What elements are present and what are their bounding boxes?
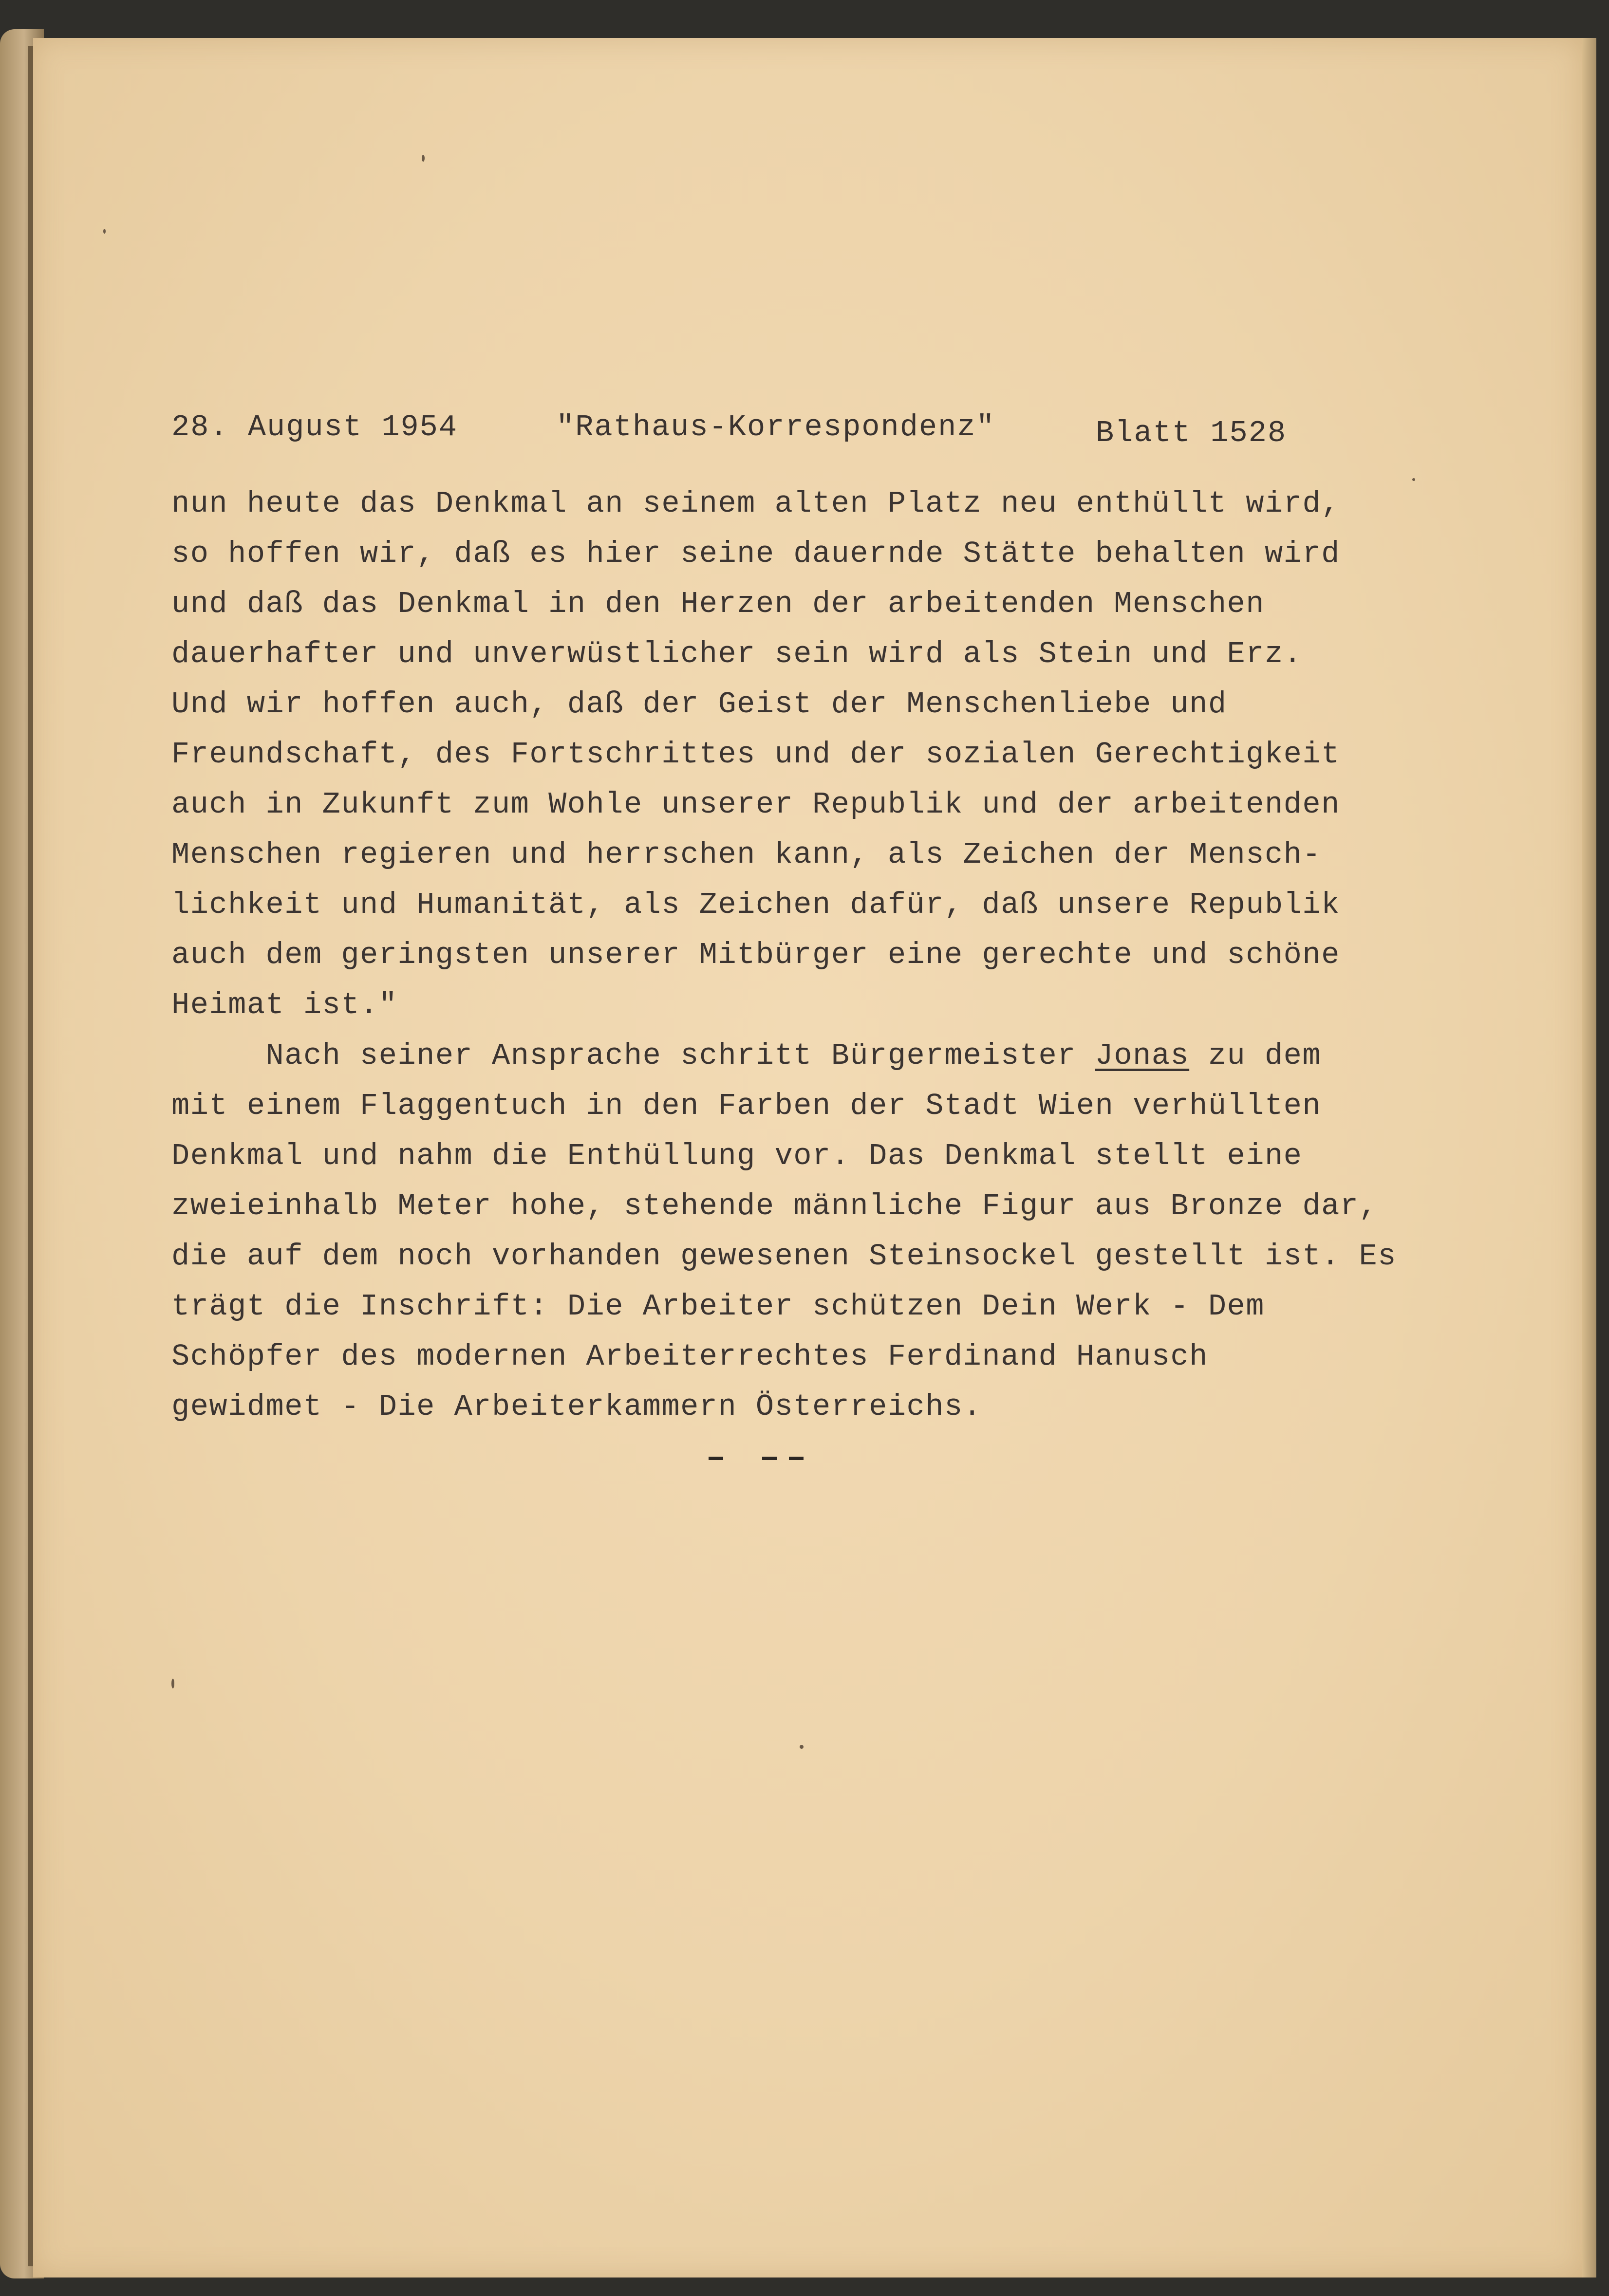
text-segment: Nach seiner Ansprache schritt Bürgermeister — [171, 1038, 1095, 1073]
text-line: mit einem Flaggentuch in den Farben der Stadt Wien verhüllten — [171, 1089, 1322, 1123]
text-line: Denkmal und nahm die Enthüllung vor. Das Denkmal stellt eine — [171, 1139, 1303, 1173]
paper-speck — [171, 1679, 174, 1688]
text-segment: zu dem — [1189, 1038, 1322, 1073]
text-line: Menschen regieren und herrschen kann, als Zeichen der Mensch- — [171, 837, 1322, 872]
end-dash — [709, 1457, 723, 1460]
text-line: Freundschaft, des Fortschrittes und der sozialen Gerechtigkeit — [171, 737, 1340, 772]
end-dash — [789, 1457, 804, 1460]
page-right-edge — [1582, 38, 1596, 2277]
text-line — [171, 1034, 1321, 1078]
text-line: Schöpfer des modernen Arbeiterrechtes Ferdinand Hanusch — [171, 1339, 1208, 1374]
text-line: lichkeit und Humanität, als Zeichen dafür, daß unsere Republik — [171, 888, 1340, 922]
text-line: Und wir hoffen auch, daß der Geist der Menschenliebe und — [171, 687, 1227, 722]
page-header — [171, 410, 1301, 449]
header-publication: "Rathaus-Korrespondenz" — [556, 410, 995, 444]
paper-speck — [1412, 478, 1415, 481]
text-line: und daß das Denkmal in den Herzen der arbeitenden Menschen — [171, 587, 1265, 621]
header-date: 28. August 1954 — [171, 410, 458, 444]
header-sheet-number: Blatt 1528 — [1096, 416, 1287, 450]
text-line: die auf dem noch vorhanden gewesenen Steinsockel gestellt ist. Es — [171, 1239, 1397, 1274]
paper-speck — [103, 229, 106, 234]
paper-speck — [422, 155, 425, 162]
text-line: trägt die Inschrift: Die Arbeiter schützen Dein Werk - Dem — [171, 1289, 1265, 1324]
text-line: nun heute das Denkmal an seinem alten Platz neu enthüllt wird, — [171, 486, 1340, 521]
text-line: dauerhafter und unverwüstlicher sein wird als Stein und Erz. — [171, 637, 1303, 671]
paper-speck — [800, 1745, 804, 1749]
text-line: so hoffen wir, daß es hier seine dauernde Stätte behalten wird — [171, 537, 1340, 571]
end-dash — [762, 1457, 777, 1460]
underlined-name-jonas: Jonas — [1095, 1038, 1190, 1073]
text-line: zweieinhalb Meter hohe, stehende männliche Figur aus Bronze dar, — [171, 1189, 1378, 1223]
text-line: auch in Zukunft zum Wohle unserer Republik und der arbeitenden — [171, 787, 1340, 822]
text-line: gewidmet - Die Arbeiterkammern Österreichs. — [171, 1389, 982, 1424]
text-line: Heimat ist." — [171, 988, 398, 1022]
text-line: auch dem geringsten unserer Mitbürger eine gerechte und schöne — [171, 938, 1340, 972]
